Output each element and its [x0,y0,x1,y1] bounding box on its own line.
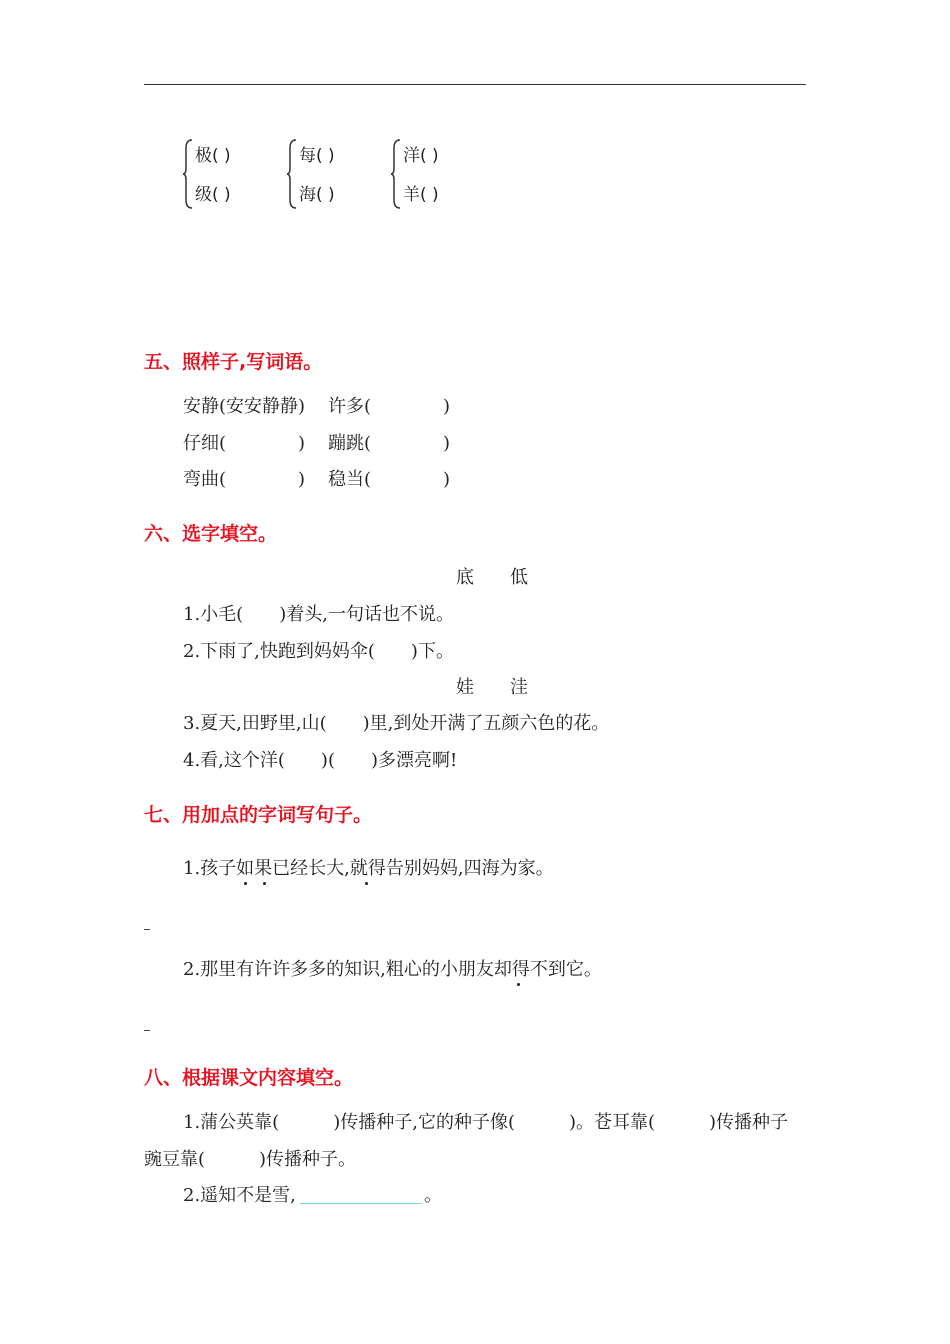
poem-line: 2.遥知不是雪, [183,1185,296,1206]
bracket-item-top: 洋( ) [403,146,439,166]
question-line: 2.下雨了,快跑到妈妈伞( )下。 [183,641,454,662]
answer-blank[interactable] [300,1203,422,1204]
answer-line-mark [144,929,150,930]
word-blank: 蹦跳( ) [328,433,451,454]
bracket-item-bottom: 羊( ) [403,185,439,205]
section5-heading: 五、照样子,写词语。 [144,351,323,373]
section8-heading: 八、根据课文内容填空。 [144,1067,354,1089]
answer-line-mark [144,1030,150,1031]
choice-chars: 底 低 [456,567,528,588]
brace-icon [287,138,297,210]
poem-line-end: 。 [424,1185,442,1206]
word-blank: 弯曲( ) [183,469,306,490]
sentence-line: 2.那里有许许多多的知识,粗心的小朋友却得不到它。 [183,959,602,980]
choice-chars: 娃 洼 [456,677,528,698]
word-blank: 许多( ) [328,396,451,417]
question-line: 1.小毛( )着头,一句话也不说。 [183,604,454,625]
section6-heading: 六、选字填空。 [144,523,278,545]
header-rule [144,84,806,85]
brace-icon [391,138,401,210]
question-line: 3.夏天,田野里,山( )里,到处开满了五颜六色的花。 [183,713,610,734]
fill-line: 1.蒲公英靠( )传播种子,它的种子像( )。苍耳靠( )传播种子 [183,1112,789,1133]
bracket-item-bottom: 级( ) [195,185,231,205]
bracket-item-top: 极( ) [195,146,231,166]
fill-line: 豌豆靠( )传播种子。 [144,1149,357,1170]
question-line: 4.看,这个洋( )( )多漂亮啊! [183,750,458,771]
bracket-item-top: 每( ) [299,146,335,166]
emphasis-dot [263,882,266,885]
section7-heading: 七、用加点的字词写句子。 [144,804,373,826]
sentence-line: 1.孩子如果已经长大,就得告别妈妈,四海为家。 [183,858,554,879]
word-example-1: 安静(安安静静) [183,396,306,417]
word-blank: 仔细( ) [183,433,306,454]
emphasis-dot [517,983,520,986]
emphasis-dot [365,882,368,885]
brace-icon [183,138,193,210]
bracket-item-bottom: 海( ) [299,185,335,205]
emphasis-dot [244,882,247,885]
word-blank: 稳当( ) [328,469,451,490]
